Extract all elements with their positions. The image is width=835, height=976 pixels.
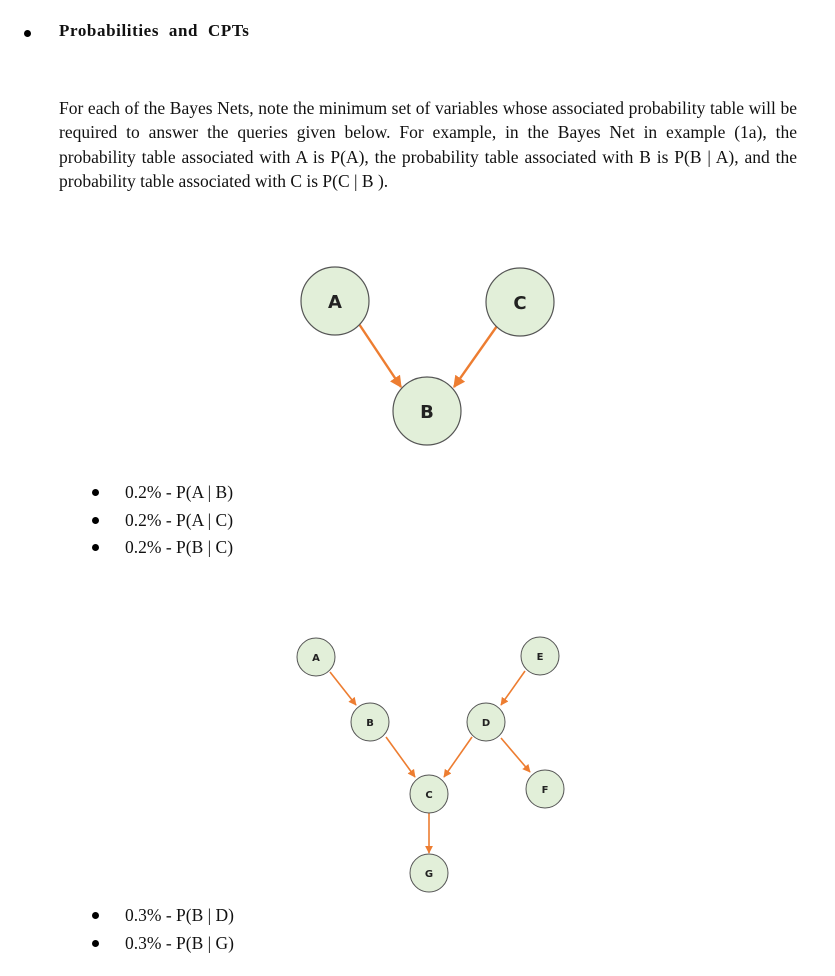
node-g xyxy=(410,854,448,892)
edge-d-c xyxy=(444,737,472,777)
node-b-label: B xyxy=(366,718,374,729)
list-item xyxy=(92,930,234,958)
query-text: 0.2% - P(B | C) xyxy=(125,537,234,558)
node-a-label: A xyxy=(312,653,320,664)
node-c-label: C xyxy=(513,293,527,314)
edge-d-f xyxy=(501,738,530,772)
edge-a-b xyxy=(330,672,356,705)
node-c-label: C xyxy=(425,790,433,801)
query-text: 0.2% - P(A | C) xyxy=(125,509,234,530)
node-f xyxy=(526,770,564,808)
node-f-label: F xyxy=(541,785,549,796)
node-g-label: G xyxy=(424,869,434,880)
node-d xyxy=(467,703,505,741)
section-title: Probabilities and CPTs xyxy=(59,21,250,40)
query-text: 0.3% - P(B | G) xyxy=(125,932,234,953)
node-e-label: E xyxy=(536,652,544,663)
query-text: 0.2% - P(A | B) xyxy=(125,482,234,503)
bullet-icon xyxy=(92,912,99,919)
node-b xyxy=(351,703,389,741)
bullet-icon xyxy=(92,940,99,947)
list-item xyxy=(92,902,234,930)
node-d-label: D xyxy=(481,718,491,729)
query-text: 0.3% - P(B | D) xyxy=(125,905,234,926)
node-e xyxy=(521,637,559,675)
node-a-label: A xyxy=(328,292,342,313)
node-b-label: B xyxy=(420,402,434,423)
edge-b-c xyxy=(386,737,415,777)
intro-paragraph: For each of the Bayes Nets, note the minimum set of variables whose associated probability table will be required to answer the queries given below. For example, in the Bayes Net in example (1a), the probability table associated with A is P(A), the probability table associated with B is P(B | A), and the probability table associated with C is P(C | B ). xyxy=(59,98,797,191)
node-a xyxy=(297,638,335,676)
node-c xyxy=(410,775,448,813)
edge-e-d xyxy=(501,671,525,705)
queries-list-2 xyxy=(92,902,234,957)
